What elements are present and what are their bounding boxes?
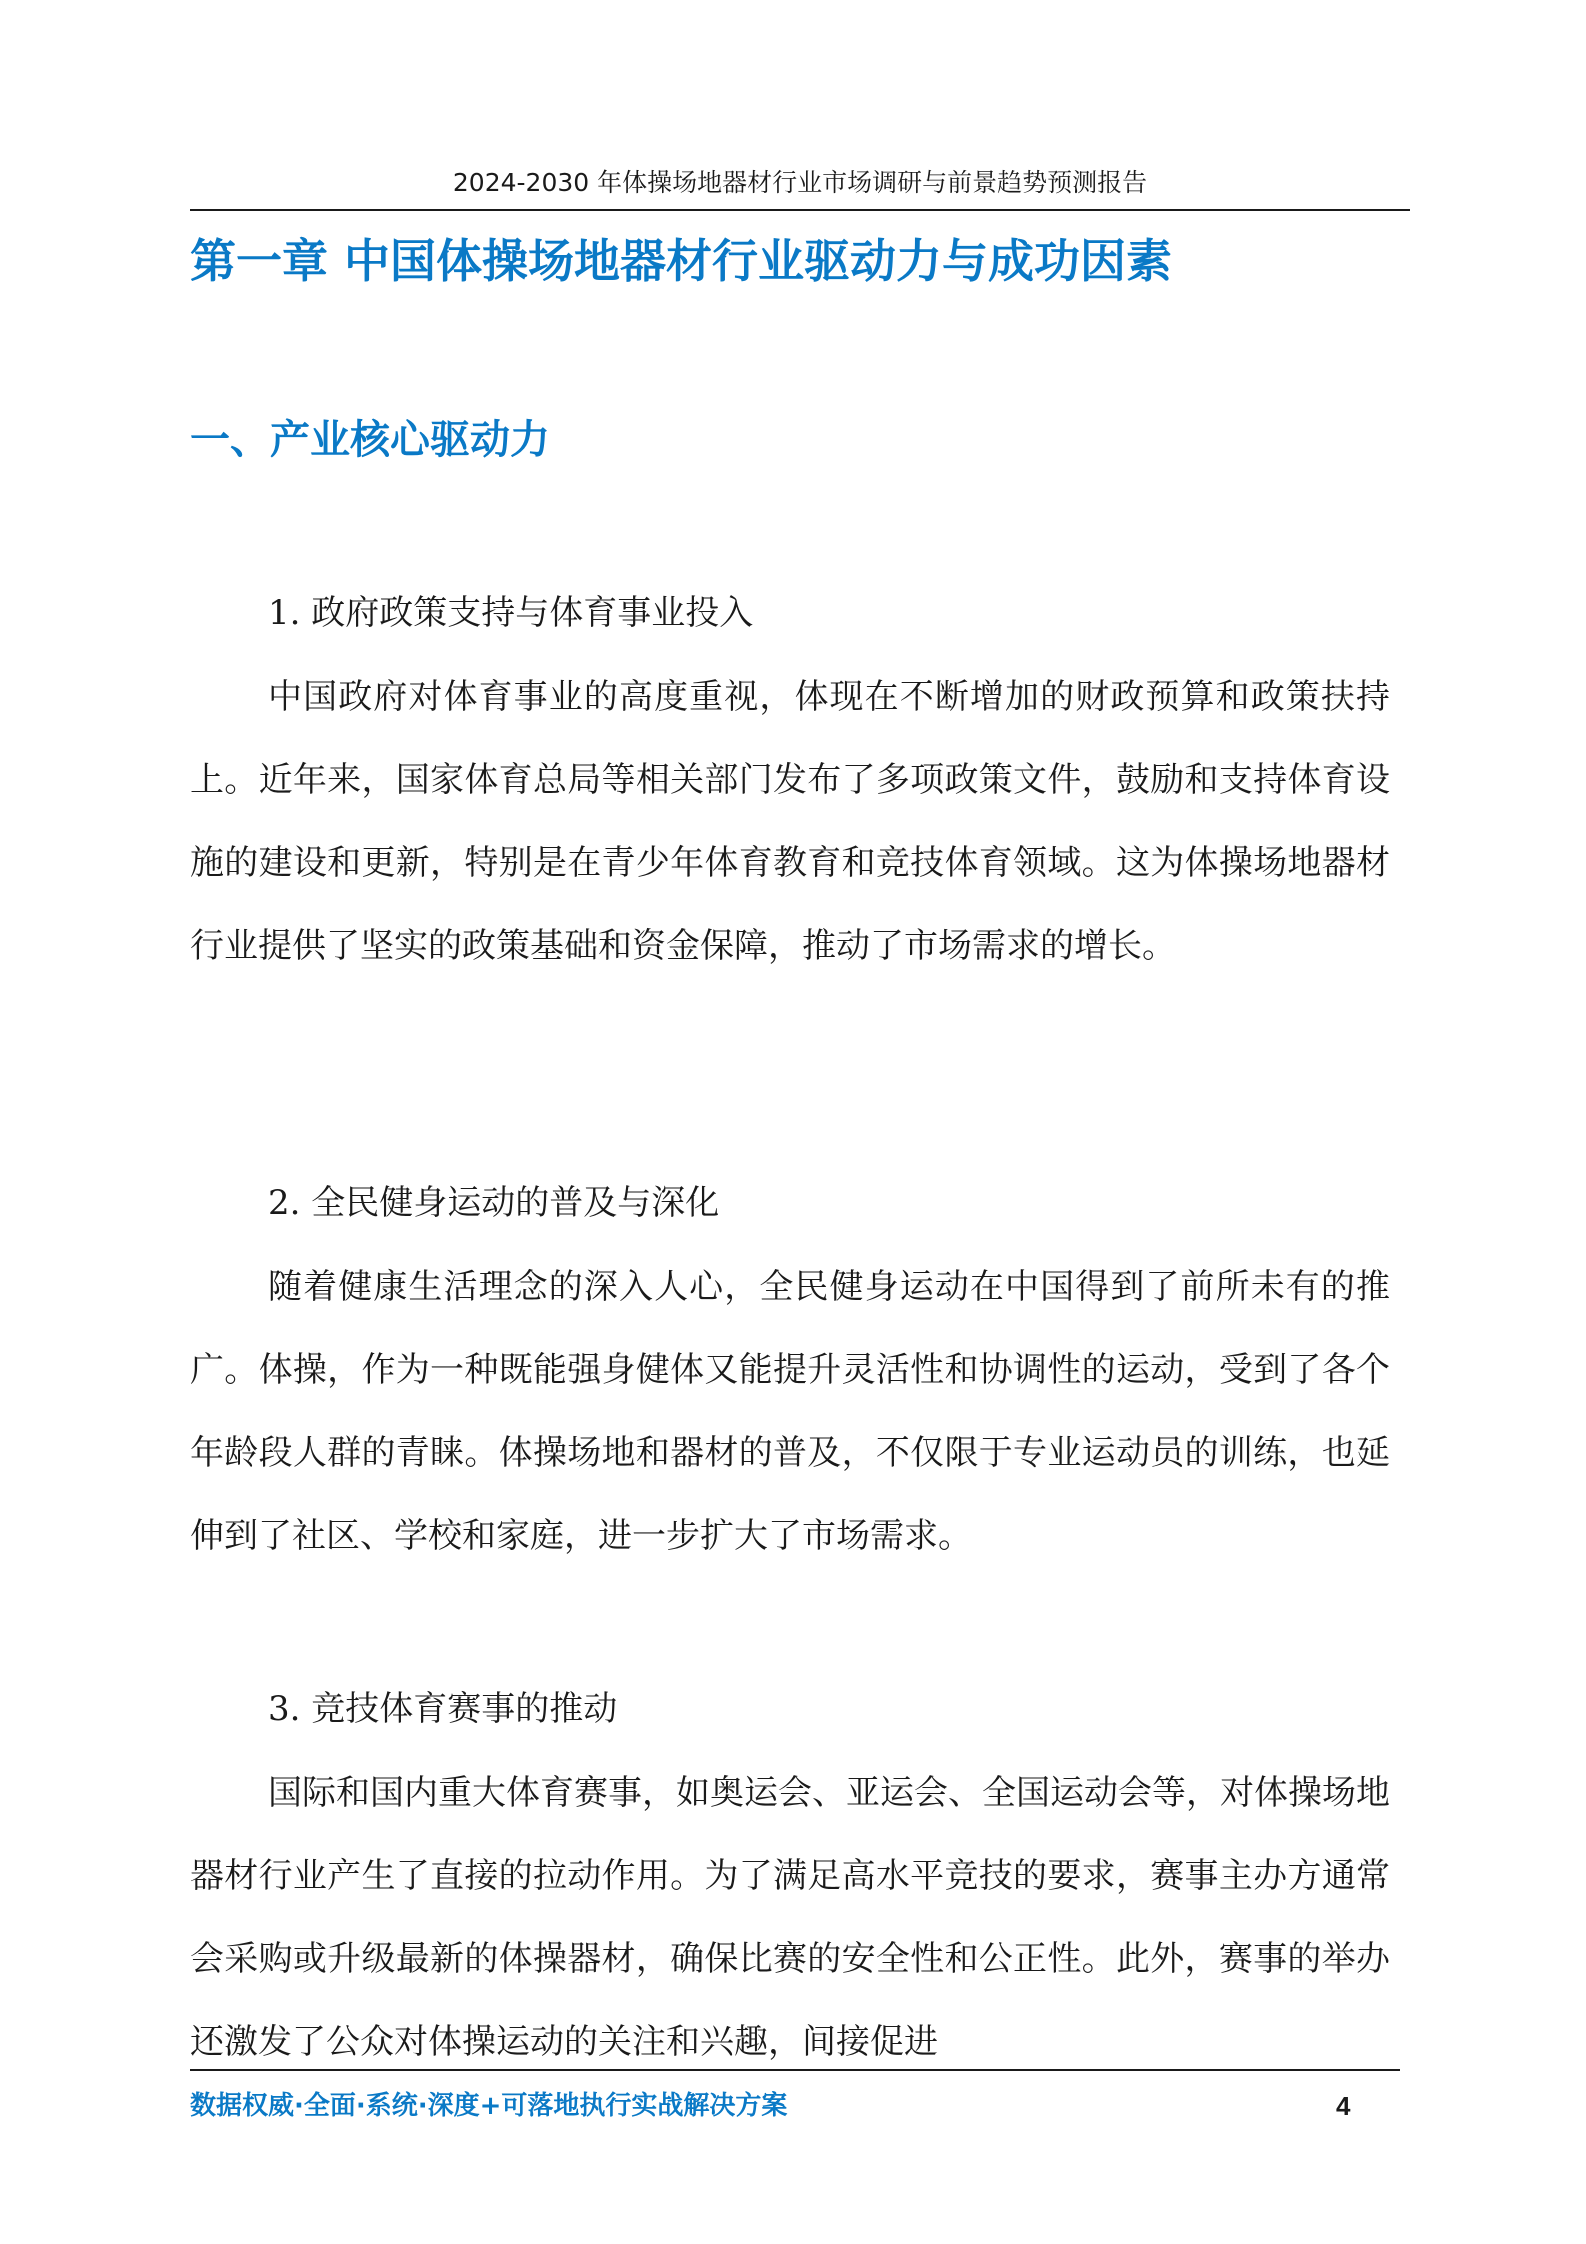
section-title: 一、产业核心驱动力 bbox=[190, 417, 550, 463]
subsection-paragraph-2: 随着健康生活理念的深入人心，全民健身运动在中国得到了前所未有的推广。体操，作为一种既能强身健体又能提升灵活性和协调性的运动，受到了各个年龄段人群的青睐。体操场地和器材的普及，不仅限于专业运动员的训练，也延伸到了社区、学校和家庭，进一步扩大了市场需求。 bbox=[190, 1267, 1390, 1556]
subsection-paragraph-1: 中国政府对体育事业的高度重视，体现在不断增加的财政预算和政策扶持上。近年来，国家体育总局等相关部门发布了多项政策文件，鼓励和支持体育设施的建设和更新，特别是在青少年体育教育和竞技体育领域。这为体操场地器材行业提供了坚实的政策基础和资金保障，推动了市场需求的增长。 bbox=[190, 677, 1390, 966]
report-header-title: 2024-2030 年体操场地器材行业市场调研与前景趋势预测报告 bbox=[452, 168, 1148, 197]
header-divider bbox=[190, 209, 1410, 211]
subsection-paragraph-3: 国际和国内重大体育赛事，如奥运会、亚运会、全国运动会等，对体操场地器材行业产生了直接的拉动作用。为了满足高水平竞技的要求，赛事主办方通常会采购或升级最新的体操器材，确保比赛的安全性和公正性。此外，赛事的举办还激发了公众对体操运动的关注和兴趣，间接促进 bbox=[190, 1773, 1390, 2062]
subsection-heading-2: 2. 全民健身运动的普及与深化 bbox=[268, 1183, 720, 1223]
footer-slogan: 数据权威·全面·系统·深度+可落地执行实战解决方案 bbox=[190, 2091, 788, 2121]
subsection-heading-1: 1. 政府政策支持与体育事业投入 bbox=[268, 593, 754, 633]
page-number: 4 bbox=[1336, 2091, 1351, 2121]
footer-divider bbox=[190, 2069, 1400, 2071]
subsection-heading-3: 3. 竞技体育赛事的推动 bbox=[268, 1689, 618, 1729]
chapter-title: 第一章 中国体操场地器材行业驱动力与成功因素 bbox=[190, 234, 1173, 288]
